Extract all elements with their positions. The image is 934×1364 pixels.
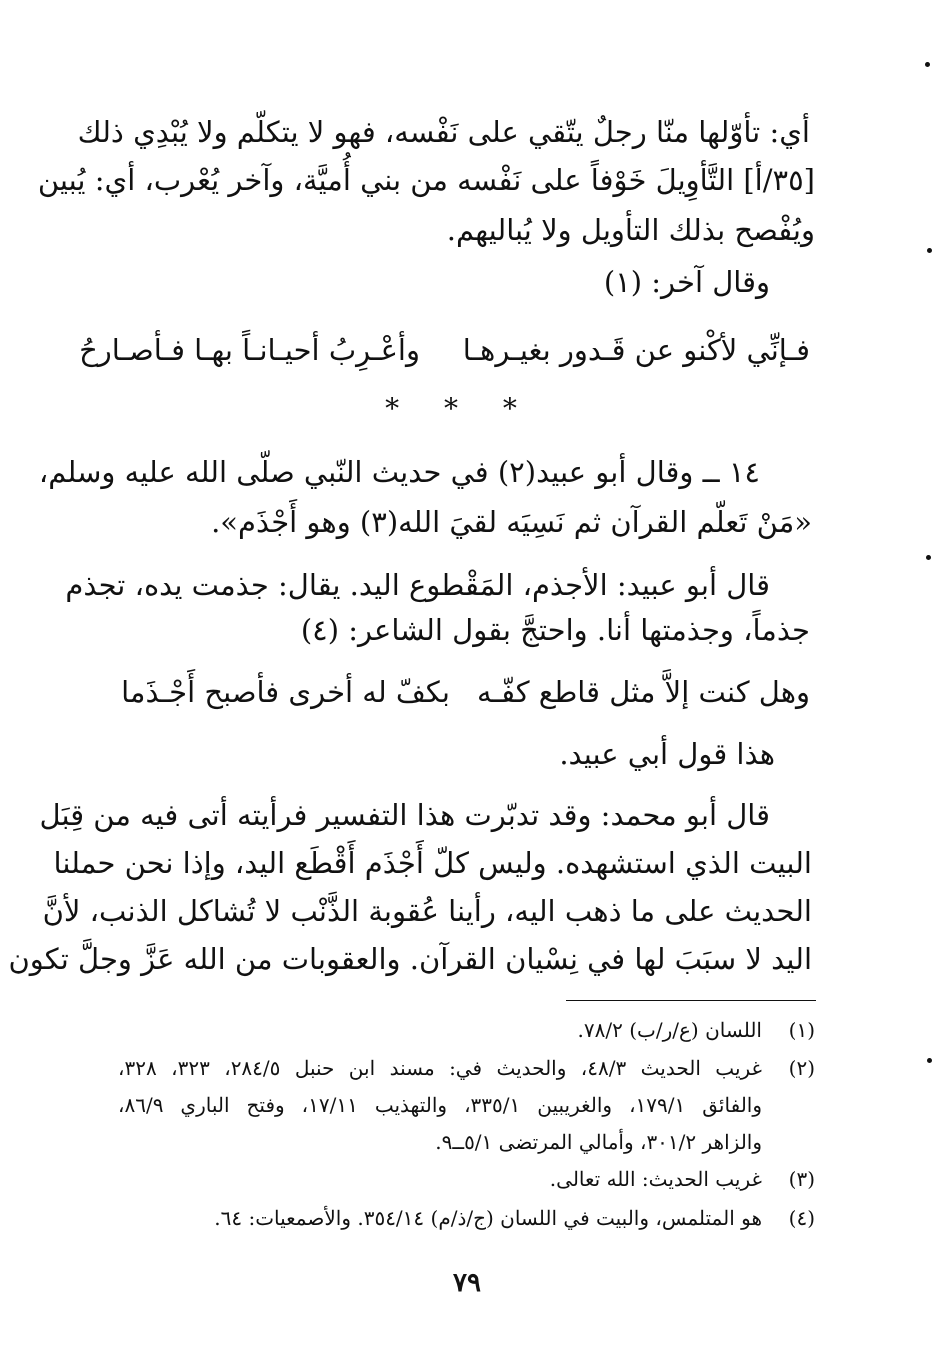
footnote-1-text: اللسان (ع/ر/ب) ٧٨/٢. (577, 1018, 762, 1042)
footnote-1-number: (١) (788, 1018, 815, 1042)
footnote-2-number: (٢) (788, 1056, 815, 1080)
footnote-3-number: (٣) (788, 1167, 815, 1191)
footnote-separator (566, 1000, 816, 1001)
para3-line2: جذماً، وجذمتها أنا. واحتجَّ بقول الشاعر: (٤) (300, 613, 810, 647)
verse1-hemistich-left: وأعْـرِبُ أحيـانـاً بهـا فـأصـارحُ (79, 333, 420, 367)
para2-line2: «مَنْ تَعلّم القرآن ثم نَسِيَه لقيَ الله(٣) وهو أَجْذَم». (211, 505, 812, 539)
verse2-attribution: هذا قول أبي عبيد. (559, 737, 775, 771)
verse1-hemistich-right: فـإنِّي لأكْنو عن قَـدور بغيـرهـا (462, 333, 810, 367)
footnote-2-line2: والفائق ١٧٩/١، والغريبين ٣٣٥/١، والتهذيب ١٧/١١، وفتح الباري ٨٦/٩، (118, 1093, 762, 1117)
para4-line1: قال أبو محمد: وقد تدبّرت هذا التفسير فرأيته أتى فيه من قِبَل (39, 798, 770, 832)
footnote-3-text: غريب الحديث: الله تعالى. (549, 1167, 762, 1191)
footnote-2-line1: غريب الحديث ٤٨/٣، والحديث في: مسند ابن حنبل ٢٨٤/٥، ٣٢٣، ٣٢٨، (118, 1056, 763, 1080)
verse1-intro: وقال آخر: (١) (603, 265, 770, 299)
para3-line1: قال أبو عبيد: الأجذم، المَقْطوع اليد. يقال: جذمت يده، تجذم (65, 568, 770, 602)
para4-line4: اليد لا سبَبَ لها في نِسْيان القرآن. والعقوبات من الله عَزَّ وجلَّ تكون (8, 942, 812, 976)
para1-line1: أي: تأوّلها منّا رجلٌ يتّقي على نَفْسه، فهو لا يتكلّم ولا يُبْدِي ذلك (77, 115, 810, 149)
scan-speck (927, 248, 932, 253)
scan-speck (926, 555, 931, 560)
verse2-hemistich-right: وهل كنت إلاَّ مثل قاطع كفّـه (477, 675, 810, 709)
para1-line2: [٣٥/أ] التَّأوِيلَ خَوْفاً على نَفْسه من بني أُميَّة، وآخر يُعْرب، أي: يُبين (37, 163, 815, 197)
page-number: ٧٩ (453, 1268, 481, 1298)
para1-line3: ويُفْصح بذلك التأويل ولا يُباليهم. (446, 213, 815, 247)
verse2-hemistich-left: بكفّ له أخرى فأصبح أَجْـذَما (121, 675, 450, 709)
scan-speck (927, 1058, 932, 1063)
footnote-4-number: (٤) (788, 1206, 815, 1230)
para4-line3: الحديث على ما ذهب اليه، رأينا عُقوبة الذَّنْب لا تُشاكل الذنب، لأنَّ (42, 894, 812, 928)
para2-line1: ١٤ ــ وقال أبو عبيد(٢) في حديث النّبي صلّى الله عليه وسلم، (38, 455, 760, 489)
footnote-2-line3: والزاهر ٣٠١/٢، وأمالي المرتضى ٥/١ــ٩. (435, 1130, 762, 1154)
section-separator: * * * (385, 392, 535, 425)
para4-line2: البيت الذي استشهده. وليس كلّ أَجْذَم أَقْطَع اليد، وإذا نحن حملنا (53, 846, 812, 880)
footnote-4-text: هو المتلمس، والبيت في اللسان (ج/ذ/م) ٣٥٤/١٤. والأصمعيات: ٦٤. (214, 1206, 762, 1230)
scan-speck (925, 62, 930, 67)
